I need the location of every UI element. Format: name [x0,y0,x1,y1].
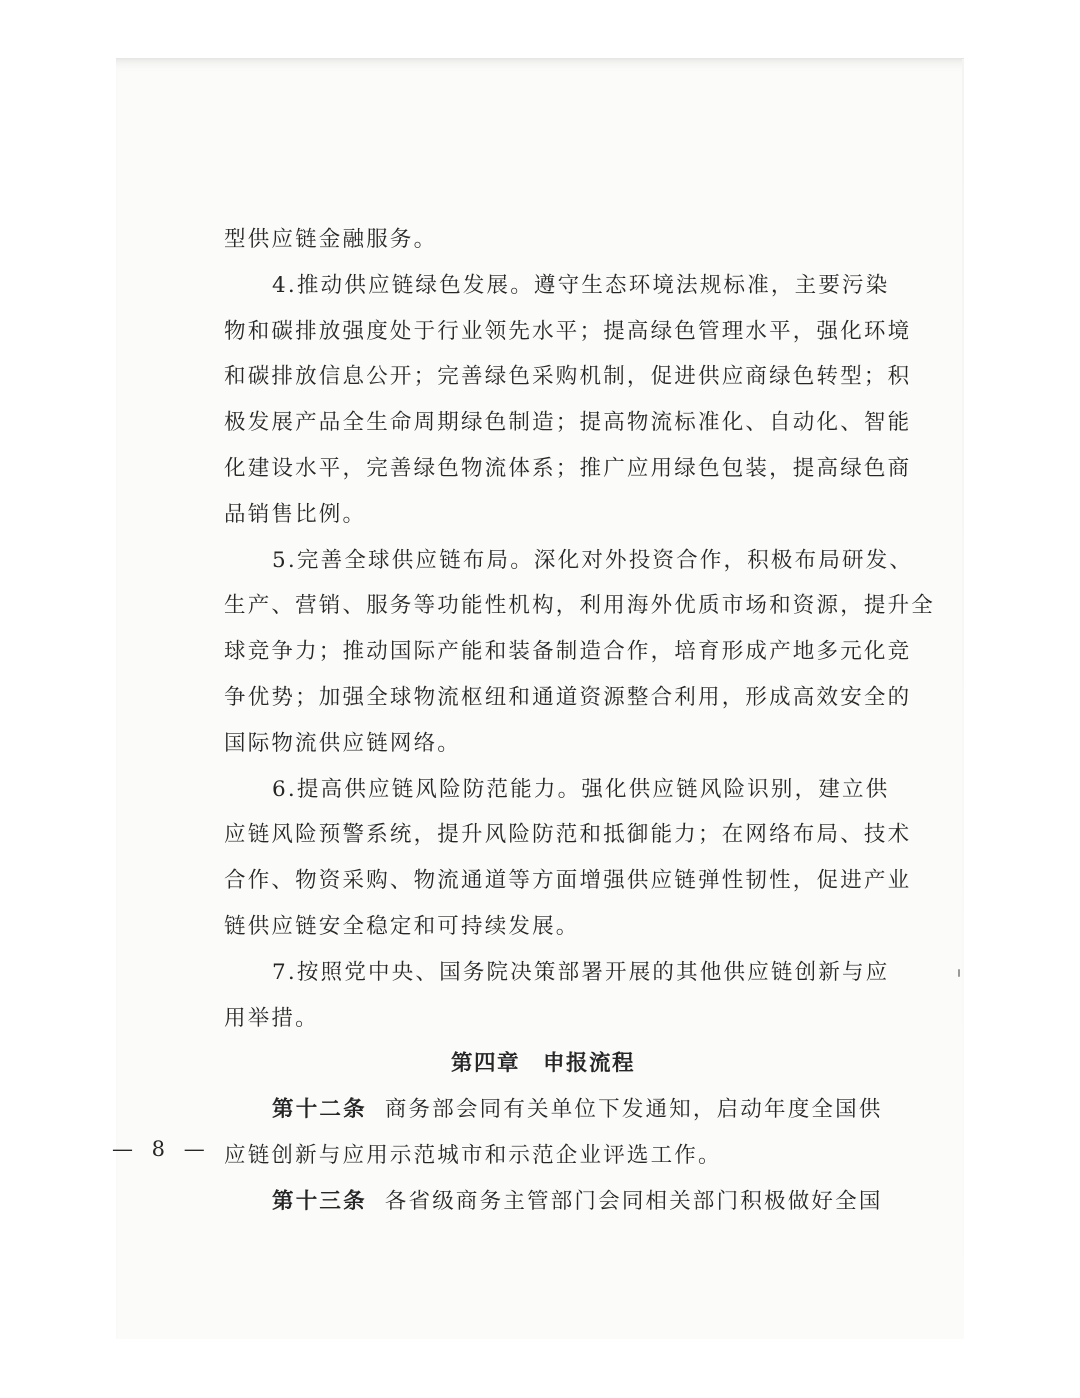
article-12-label: 第十二条 [272,1097,367,1123]
text-line: 5.完善全球供应链布局。深化对外投资合作，积极布局研发、 [272,547,914,573]
text-line: 7.按照党中央、国务院决策部署开展的其他供应链创新与应 [272,959,890,985]
scanned-page [116,58,964,1339]
page-edge [962,59,964,1339]
article-12-text: 商务部会同有关单位下发通知，启动年度全国供 [384,1097,883,1123]
text-line: 争优势；加强全球物流枢纽和通道资源整合利用，形成高效安全的 [224,684,912,710]
text-line: 用举措。 [224,1005,319,1031]
text-line: 极发展产品全生命周期绿色制造；提高物流标准化、自动化、智能 [224,410,912,436]
text-line: 物和碳排放强度处于行业领先水平；提高绿色管理水平，强化环境 [224,318,912,344]
text-line: 化建设水平，完善绿色物流体系；推广应用绿色包装，提高绿色商 [224,455,912,481]
chapter-heading: 第四章 申报流程 [450,1051,635,1077]
page-number: — 8 — [112,1137,211,1161]
article-12-line-2: 应链创新与应用示范城市和示范企业评选工作。 [224,1142,722,1168]
text-line: 球竞争力；推动国际产能和装备制造合作，培育形成产地多元化竞 [224,639,912,665]
article-13-line-1 [224,1179,883,1225]
text-line: 型供应链金融服务。 [224,227,438,252]
document-body [224,217,936,1225]
text-line: 链供应链安全稳定和可持续发展。 [224,913,580,939]
text-line: 和碳排放信息公开；完善绿色采购机制，促进供应商绿色转型；积 [224,364,912,390]
text-line: 合作、物资采购、物流通道等方面增强供应链弹性韧性，促进产业 [224,868,912,894]
article-12-line-1 [224,1087,883,1133]
text-line: 4.推动供应链绿色发展。遵守生态环境法规标准，主要污染 [272,272,890,298]
text-line: 应链风险预警系统，提升风险防范和抵御能力；在网络布局、技术 [224,822,912,848]
text-line: 生产、营销、服务等功能性机构，利用海外优质市场和资源，提升全 [224,593,936,619]
article-13-label: 第十三条 [272,1188,367,1214]
article-13-text: 各省级商务主管部门会同相关部门积极做好全国 [384,1188,883,1214]
scan-speck [958,969,960,977]
text-line: 品销售比例。 [224,501,367,527]
text-line: 6.提高供应链风险防范能力。强化供应链风险识别，建立供 [272,776,890,802]
text-line: 国际物流供应链网络。 [224,730,462,756]
